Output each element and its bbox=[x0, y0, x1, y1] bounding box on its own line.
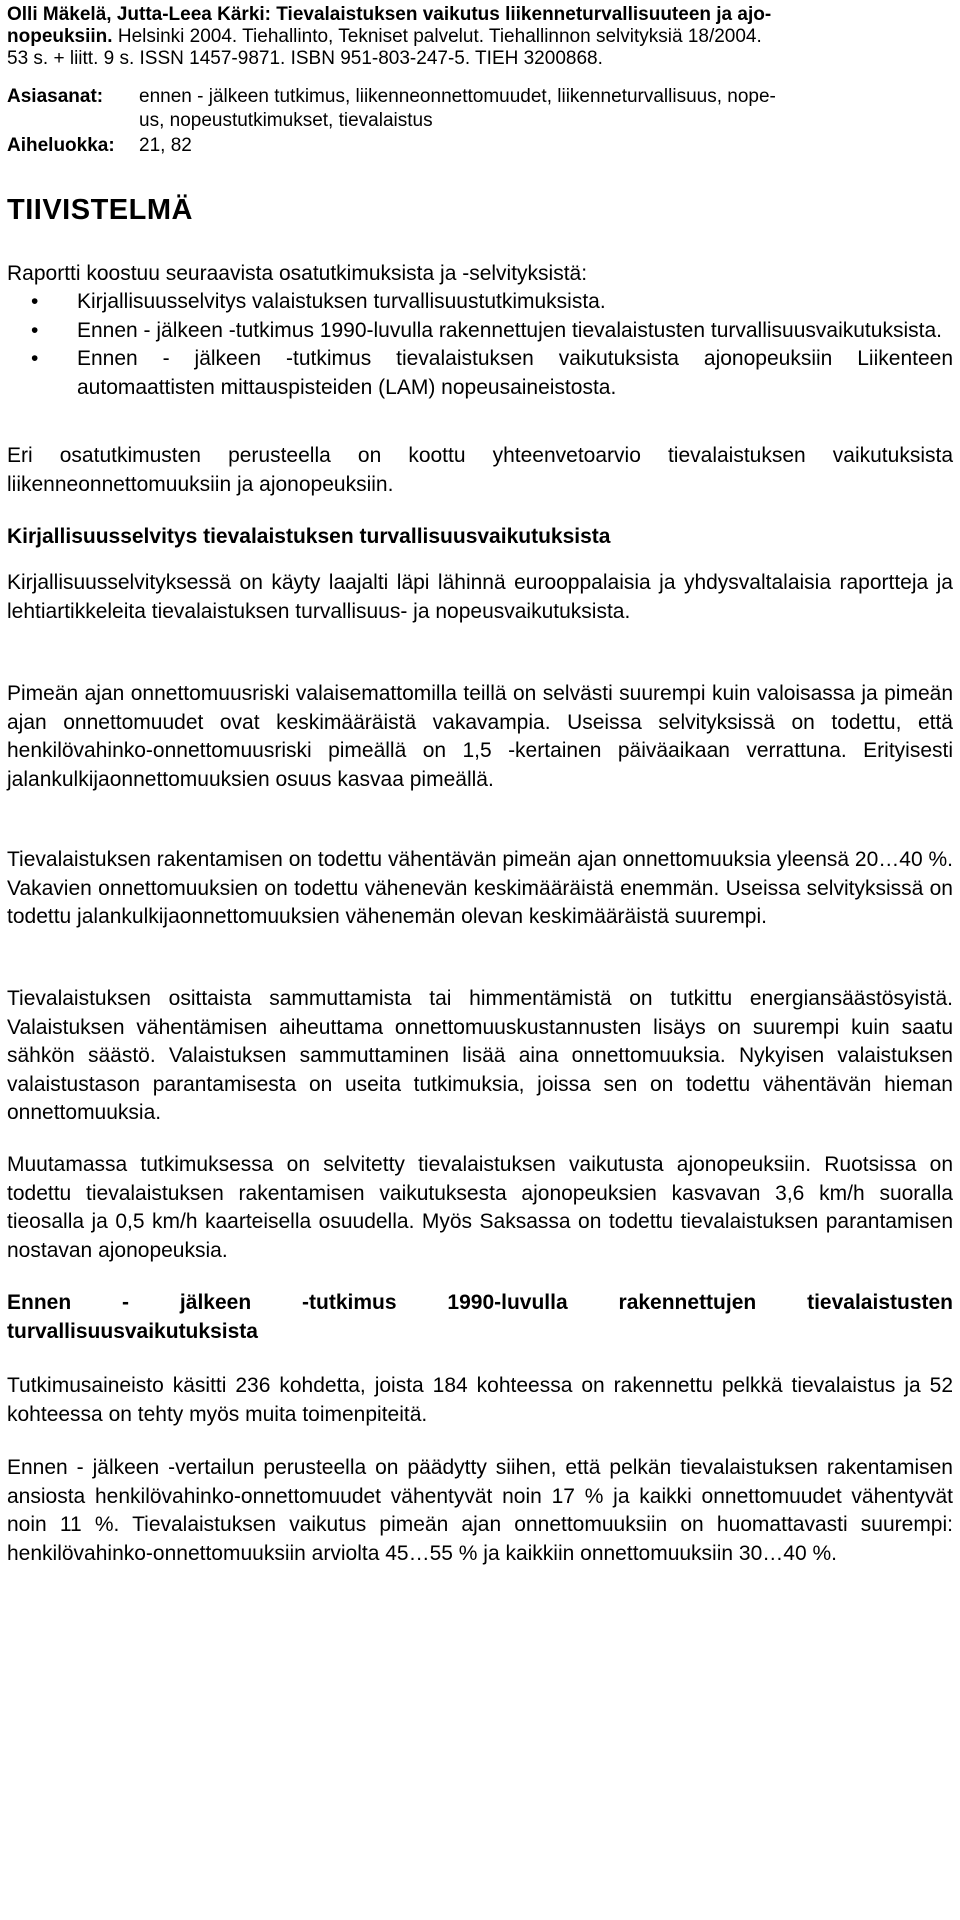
publication-identifiers: 53 s. + liitt. 9 s. ISSN 1457-9871. ISBN 951-803-247-5. TIEH 3200868. bbox=[7, 48, 603, 69]
keywords-value bbox=[139, 85, 954, 133]
header-line-1 bbox=[7, 4, 957, 26]
bullet-icon: • bbox=[31, 318, 39, 342]
intro-lead: Raportti koostuu seuraavista osatutkimuksista ja -selvityksistä: bbox=[7, 262, 588, 285]
bullet-icon: • bbox=[31, 290, 39, 313]
bibliographic-header bbox=[7, 4, 957, 70]
category-label: Aiheluokka: bbox=[7, 135, 115, 156]
section1-heading: Kirjallisuusselvitys tievalaistuksen turvallisuusvaikutuksista bbox=[7, 525, 611, 548]
paragraph: Muutamassa tutkimuksessa on selvitetty tievalaistuksen vaikutusta ajonopeuksiin. Ruotsissa on todettu tievalaistuksen rakentamisen vaikutuksesta ajonopeuksien kasvavan 3,6 km/h suoralla tieosalla ja 0,5 km/h kaarteisella osuudella. Myös Saksassa on todettu tievalaistuksen parantamisen nostavan ajonopeuksia. bbox=[7, 1153, 953, 1262]
publication-info: Helsinki 2004. Tiehallinto, Tekniset palvelut. Tiehallinnon selvityksiä 18/2004. bbox=[117, 26, 762, 47]
paragraph: Pimeän ajan onnettomuusriski valaisemattomilla teillä on selvästi suurempi kuin valoisassa ja pimeän ajan onnettomuudet ovat keskimääräistä vakavampia. Useissa selvityksissä on todettu, että henkilövahinko-onnettomuusriski pimeällä on 1,5 -kertainen päiväaikaan verrattuna. Erityisesti jalankulkijaonnettomuuksien osuus kasvaa pimeällä. bbox=[7, 682, 953, 791]
list-item: • Ennen - jälkeen -tutkimus 1990-luvulla rakennettujen tievalaistusten turvallisuusvaikutuksista. bbox=[7, 317, 953, 346]
bullet-icon: • bbox=[31, 347, 39, 370]
section2-heading bbox=[7, 1289, 953, 1346]
report-title-part1: Tievalaistuksen vaikutus liikenneturvallisuuteen ja ajo- bbox=[276, 4, 772, 25]
paragraph: Kirjallisuusselvityksessä on käyty laajalti läpi lähinnä eurooppalaisia ja yhdysvaltalaisia raportteja ja lehtiartikkeleita tievalaistuksen turvallisuus- ja nopeusvaikutuksista. bbox=[7, 571, 953, 623]
authors: Olli Mäkelä, Jutta-Leea Kärki: bbox=[7, 4, 271, 25]
abstract-title: TIIVISTELMÄ bbox=[7, 194, 193, 226]
paragraph: Ennen - jälkeen -vertailun perusteella on päädytty siihen, että pelkän tievalaistuksen rakentamisen ansiosta henkilövahinko-onnettomuudet vähentyvät noin 17 % ja kaikki onnettomuudet vähentyvät noin 11 %. Tievalaistuksen vaikutus pimeän ajan onnettomuuksiin on huomattavasti suurempi: henkilövahinko-onnettomuuksiin arviolta 45…55 % ja kaikkiin onnettomuuksiin 30…40 %. bbox=[7, 1456, 953, 1565]
category-value: 21, 82 bbox=[139, 135, 192, 156]
paragraph: Tievalaistuksen rakentamisen on todettu vähentävän pimeän ajan onnettomuuksia yleensä 20…40 %. Vakavien onnettomuuksien on todettu vähenevän keskimääräistä enemmän. Useissa selvityksissä on todettu jalankulkijaonnettomuuksien vähenemän olevan keskimääräistä suurempi. bbox=[7, 848, 953, 928]
report-title-part2: nopeuksiin. bbox=[7, 26, 113, 47]
list-item: • Kirjallisuusselvitys valaistuksen turvallisuustutkimuksista. bbox=[7, 288, 953, 317]
study-list bbox=[7, 288, 953, 402]
paragraph: Tutkimusaineisto käsitti 236 kohdetta, joista 184 kohteessa on rakennettu pelkkä tievalaistus ja 52 kohteessa on tehty myös muita toimenpiteitä. bbox=[7, 1374, 953, 1426]
paragraph: Tievalaistuksen osittaista sammuttamista tai himmentämistä on tutkittu energiansäästösyistä. Valaistuksen vähentämisen aiheuttama onnettomuuskustannusten lisäys on suurempi kuin saatu sähkön säästö. Valaistuksen sammuttaminen lisää aina onnettomuuksia. Nykyisen valaistuksen valaistustason parantamisesta on useita tutkimuksia, joissa sen on todettu vähentävän hieman onnettomuuksia. bbox=[7, 987, 953, 1124]
header-line-2 bbox=[7, 26, 957, 48]
keywords-line-1: ennen - jälkeen tutkimus, liikenneonnettomuudet, liikenneturvallisuus, nope- bbox=[139, 86, 776, 107]
section2-heading-line-2: turvallisuusvaikutuksista bbox=[7, 1319, 258, 1343]
section2-heading-line-1: Ennen - jälkeen -tutkimus 1990-luvulla rakennettujen tievalaistusten bbox=[7, 1291, 953, 1314]
keywords-line-2: us, nopeustutkimukset, tievalaistus bbox=[139, 110, 433, 131]
keywords-label: Asiasanat: bbox=[7, 86, 104, 107]
list-item: • Ennen - jälkeen -tutkimus tievalaistuksen vaikutuksista ajonopeuksiin Liikenteen automaattisten mittauspisteiden (LAM) nopeusaineistosta. bbox=[31, 347, 953, 399]
intro-summary: Eri osatutkimusten perusteella on koottu yhteenvetoarvio tievalaistuksen vaikutuksista liikenneonnettomuuksiin ja ajonopeuksiin. bbox=[7, 444, 953, 496]
